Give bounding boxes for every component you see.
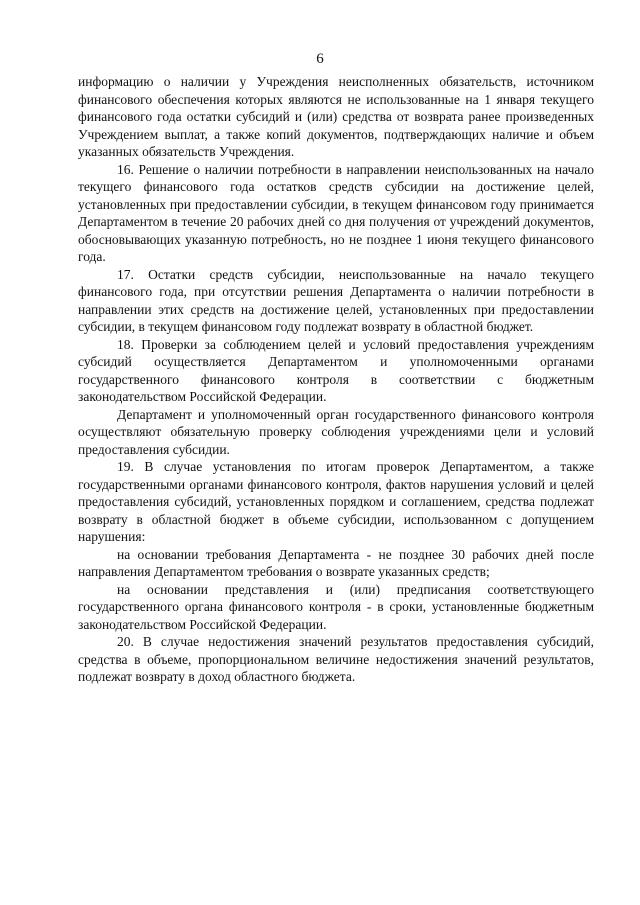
paragraph-19-control-order: на основании представления и (или) предписания соответствующего государственного органа финансового контроля - в сроки, установленные бюджетным законодательством Российской Федерации.	[78, 581, 594, 632]
paragraph-18: 18. Проверки за соблюдением целей и условий предоставления учреждениям субсидий осуществляется Департаментом и уполномоченными органами государственного финансового контроля в соответствии с бюджетным законодательством Российской Федерации.	[78, 336, 594, 404]
paragraph-17: 17. Остатки средств субсидии, неиспользованные на начало текущего финансового года, при отсутствии решения Департамента о наличии потребности в направлении этих средств на достижение целей, установленных при предоставлении субсидии, в текущем финансовом году подлежат возврату в областной бюджет.	[78, 266, 594, 334]
document-body	[78, 73, 594, 686]
paragraph-continuation: информацию о наличии у Учреждения неисполненных обязательств, источником финансового обеспечения которых являются не использованные на 1 января текущего финансового года остатки субсидий и (или) средства от возврата ранее произведенных Учреждением выплат, а также копий документов, подтверждающих наличие и объем указанных обязательств Учреждения.	[78, 74, 594, 159]
paragraph-19: 19. В случае установления по итогам проверок Департаментом, а также государственными органами финансового контроля, фактов нарушения условий и целей предоставления субсидий, установленных порядком и соглашением, средства подлежат возврату в областной бюджет в объеме субсидии, использованном с допущением нарушения:	[78, 459, 594, 544]
paragraph-20: 20. В случае недостижения значений результатов предоставления субсидий, средства в объеме, пропорциональном величине недостижения значений результатов, подлежат возврату в доход областного бюджета.	[78, 634, 594, 684]
page-number: 6	[316, 51, 324, 67]
paragraph-19-department-requirement: на основании требования Департамента - не позднее 30 рабочих дней после направления Департаментом требования о возврате указанных средств;	[78, 546, 594, 579]
paragraph-18-inspection: Департамент и уполномоченный орган государственного финансового контроля осуществляют обязательную проверку соблюдения учреждениями цели и условий предоставления субсидии.	[78, 406, 594, 457]
paragraph-16: 16. Решение о наличии потребности в направлении неиспользованных на начало текущего финансового года остатков средств субсидии на достижение целей, установленных при предоставлении субсидии, в текущем финансовом году принимается Департаментом в течение 20 рабочих дней со дня получения от учреждений документов, обосновывающих указанную потребность, но не позднее 1 июня текущего финансового года.	[78, 161, 594, 264]
